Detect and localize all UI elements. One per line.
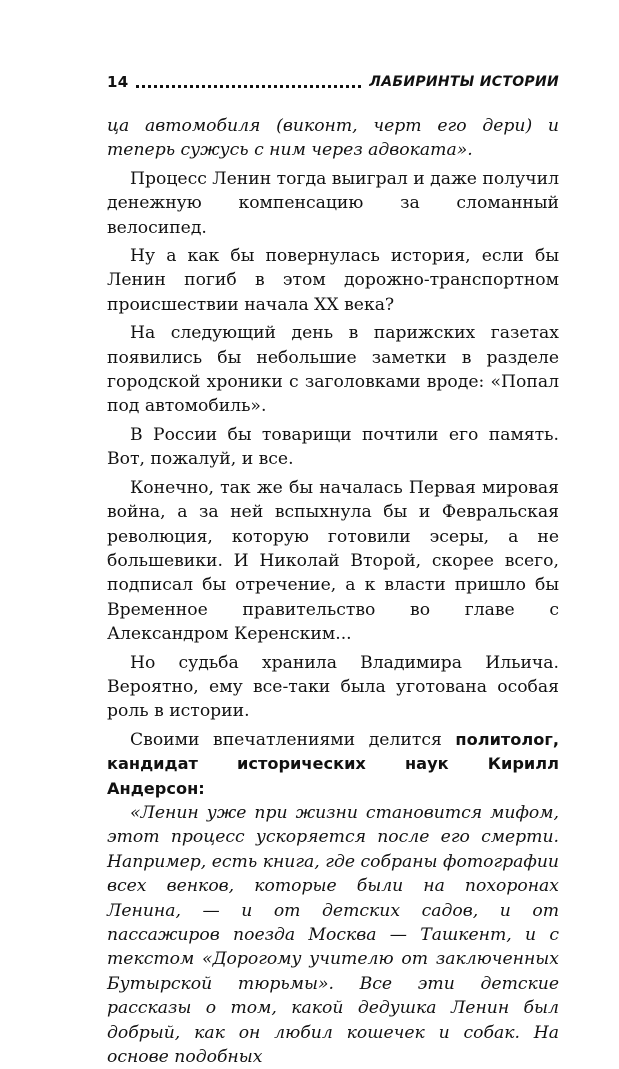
paragraph-anderson-quote: «Ленин уже при жизни становится мифом, этот процесс ускоряется после его смерти. Например, есть книга, где собраны фотографии всех венков, которые были на похоронах Ленина, — и от детских садов, и от пассажиров поезда Москва — Ташкент, и с текстом «Дорогому учителю от заключенных Бутырской тюрьмы». Все эти детские рассказы о том, какой дедушка Ленин был добрый, как он любил кошечек и собак. На основе подобных: [107, 802, 559, 1068]
paragraph-russia-memory: В России бы товарищи почтили его память. Вот, пожалуй, и все.: [107, 424, 559, 470]
paragraph-what-if: Ну а как бы повернулась история, если бы Ленин погиб в этом дорожно-транспортном происшествии начала XX века?: [107, 246, 559, 315]
paragraph-process-won: Процесс Ленин тогда выиграл и даже получил денежную компенсацию за сломанный велосипед.: [107, 168, 559, 238]
page-number: 14: [107, 73, 129, 91]
paragraph-world-war: Конечно, так же бы началась Первая мировая война, а за ней вспыхнула бы и Февральская революция, которую готовили эсеры, а не большевики. И Николай Второй, скорее всего, подписал бы отречение, а к власти пришло бы Временное правительство во главе с Александром Керенским...: [107, 477, 559, 645]
paragraph-fate: Но судьба хранила Владимира Ильича. Вероятно, ему все-таки была уготована особая роль в истории.: [107, 652, 559, 722]
speaker-intro-lead: Своими впечатлениями делится: [130, 729, 442, 750]
paragraph-newspapers: На следующий день в парижских газетах появились бы небольшие заметки в разделе городской хроники с заголовками вроде: «Попал под автомобиль».: [107, 323, 559, 417]
speaker-name: политолог, кандидат исторических наук Кирилл Андерсон:: [107, 729, 560, 798]
dot-leader: [136, 85, 361, 88]
paragraph-continuation-quote: ца автомобиля (виконт, черт его дери) и теперь сужусь с ним через адвоката».: [107, 116, 559, 161]
paragraph-speaker-intro: [107, 728, 559, 801]
body-text: [107, 114, 559, 1069]
running-title: ЛАБИРИНТЫ ИСТОРИИ: [369, 74, 559, 90]
running-header: [107, 70, 559, 94]
